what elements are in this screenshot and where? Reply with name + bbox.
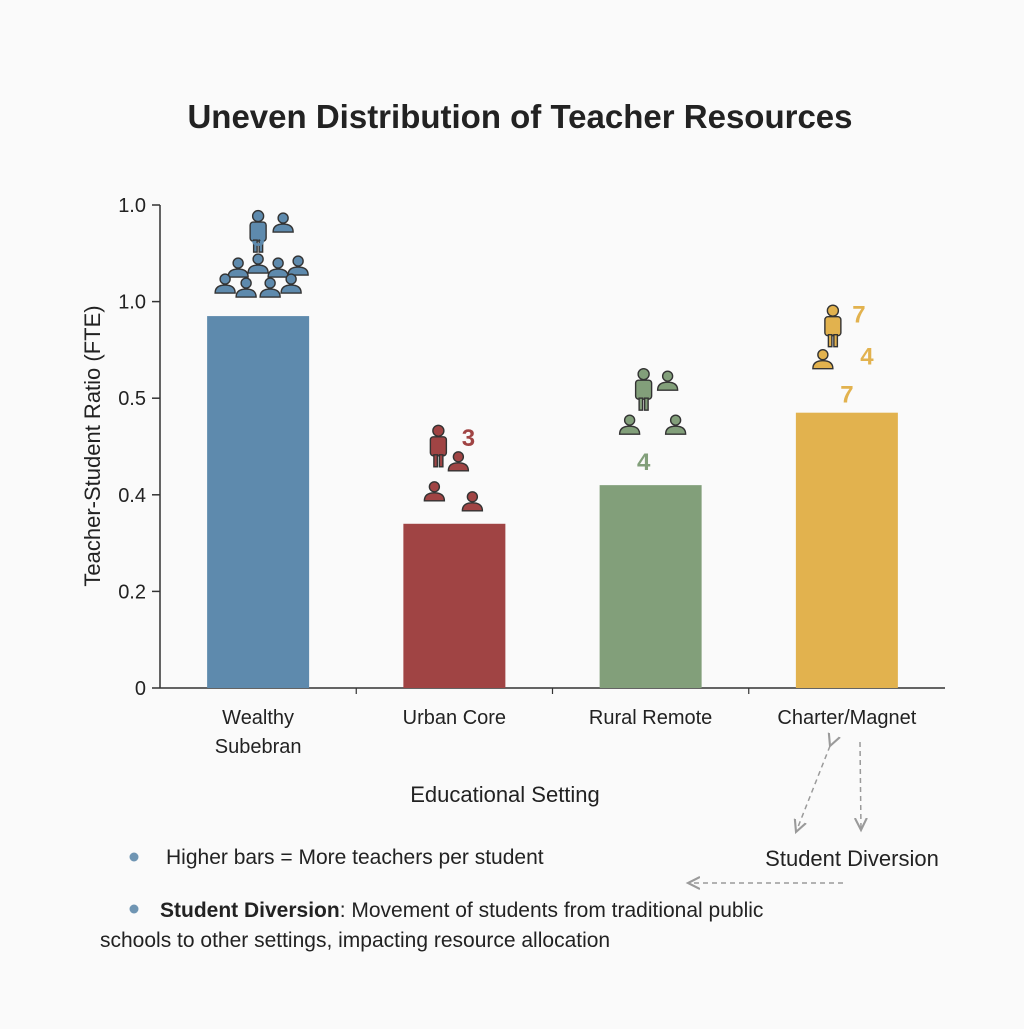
x-tick-label: Urban Core xyxy=(402,707,507,729)
person-shoulders xyxy=(813,361,833,369)
person-shoulders xyxy=(448,463,468,471)
people-icon-group xyxy=(620,369,686,435)
data-label: 3 xyxy=(461,424,476,452)
person-body xyxy=(825,317,841,336)
legend-note xyxy=(160,899,763,922)
person-leg xyxy=(828,335,832,347)
person-head xyxy=(241,278,251,288)
person-head xyxy=(233,258,243,268)
y-tick-label: 0.2 xyxy=(118,581,146,604)
person-leg xyxy=(434,455,438,467)
legend-bullet xyxy=(130,905,139,914)
data-label: 7 xyxy=(840,381,854,409)
legend-note-text: : Movement of students from traditional public xyxy=(339,899,764,922)
person-shoulders xyxy=(462,503,482,511)
person-shoulders xyxy=(268,269,288,277)
x-tick-label: Charter/Magnet xyxy=(777,707,917,729)
data-label: 4 xyxy=(860,343,874,371)
legend-note: Higher bars = More teachers per student xyxy=(166,846,544,869)
annotation-label: Student Diversion xyxy=(765,846,939,871)
person-shoulders xyxy=(666,426,686,434)
person-head xyxy=(286,274,296,284)
x-tick-label: Wealthy xyxy=(222,707,295,729)
bar xyxy=(207,316,309,688)
person-leg xyxy=(439,455,443,467)
person-head xyxy=(293,256,303,266)
person-body xyxy=(430,437,446,456)
person-head xyxy=(253,254,263,264)
person-leg xyxy=(639,398,643,410)
person-head xyxy=(625,415,635,425)
bar xyxy=(600,485,702,688)
person-leg xyxy=(834,335,838,347)
person-shoulders xyxy=(424,493,444,501)
y-tick-label: 1.0 xyxy=(118,291,146,314)
person-head xyxy=(638,369,649,380)
person-shoulders xyxy=(248,265,268,273)
y-tick-label: 0 xyxy=(134,678,146,700)
chart-title: Uneven Distribution of Teacher Resources xyxy=(187,98,853,135)
legend-bullet xyxy=(130,853,139,862)
people-icon-group xyxy=(813,305,841,369)
bar xyxy=(796,413,898,688)
y-tick-label: 0.4 xyxy=(118,484,146,507)
person-shoulders xyxy=(260,289,280,297)
bar xyxy=(403,524,505,688)
person-shoulders xyxy=(620,426,640,434)
person-head xyxy=(467,492,477,502)
person-head xyxy=(273,258,283,268)
legend-note-continued: schools to other settings, impacting resource allocation xyxy=(100,929,611,952)
people-icon-group xyxy=(215,211,308,298)
person-shoulders xyxy=(228,269,248,277)
person-shoulders xyxy=(281,285,301,293)
person-head xyxy=(663,371,673,381)
diversion-arrow xyxy=(860,742,861,830)
person-head xyxy=(433,425,444,436)
person-head xyxy=(453,452,463,462)
person-head xyxy=(278,213,288,223)
person-head xyxy=(265,278,275,288)
person-shoulders xyxy=(236,289,256,297)
person-head xyxy=(818,350,828,360)
x-tick-label: Subebran xyxy=(214,736,302,758)
diversion-arrow xyxy=(796,746,830,832)
y-axis-label: Teacher-Student Ratio (FTE) xyxy=(80,305,105,587)
y-tick-label: 0.5 xyxy=(118,388,146,411)
y-tick-label: 1.0 xyxy=(118,195,146,217)
person-body xyxy=(636,380,652,399)
person-head xyxy=(671,415,681,425)
legend-note-term: Student Diversion xyxy=(160,899,340,922)
person-shoulders xyxy=(273,224,293,232)
data-label: 7 xyxy=(852,301,866,329)
person-head xyxy=(220,274,230,284)
x-tick-label: Rural Remote xyxy=(588,707,713,729)
data-label: 3 xyxy=(251,225,265,253)
person-head xyxy=(253,211,264,222)
person-shoulders xyxy=(658,382,678,390)
person-shoulders xyxy=(215,285,235,293)
person-leg xyxy=(645,398,649,410)
person-head xyxy=(827,305,838,316)
person-head xyxy=(429,482,439,492)
x-axis-label: Educational Setting xyxy=(410,782,600,807)
data-label: 4 xyxy=(636,449,651,477)
